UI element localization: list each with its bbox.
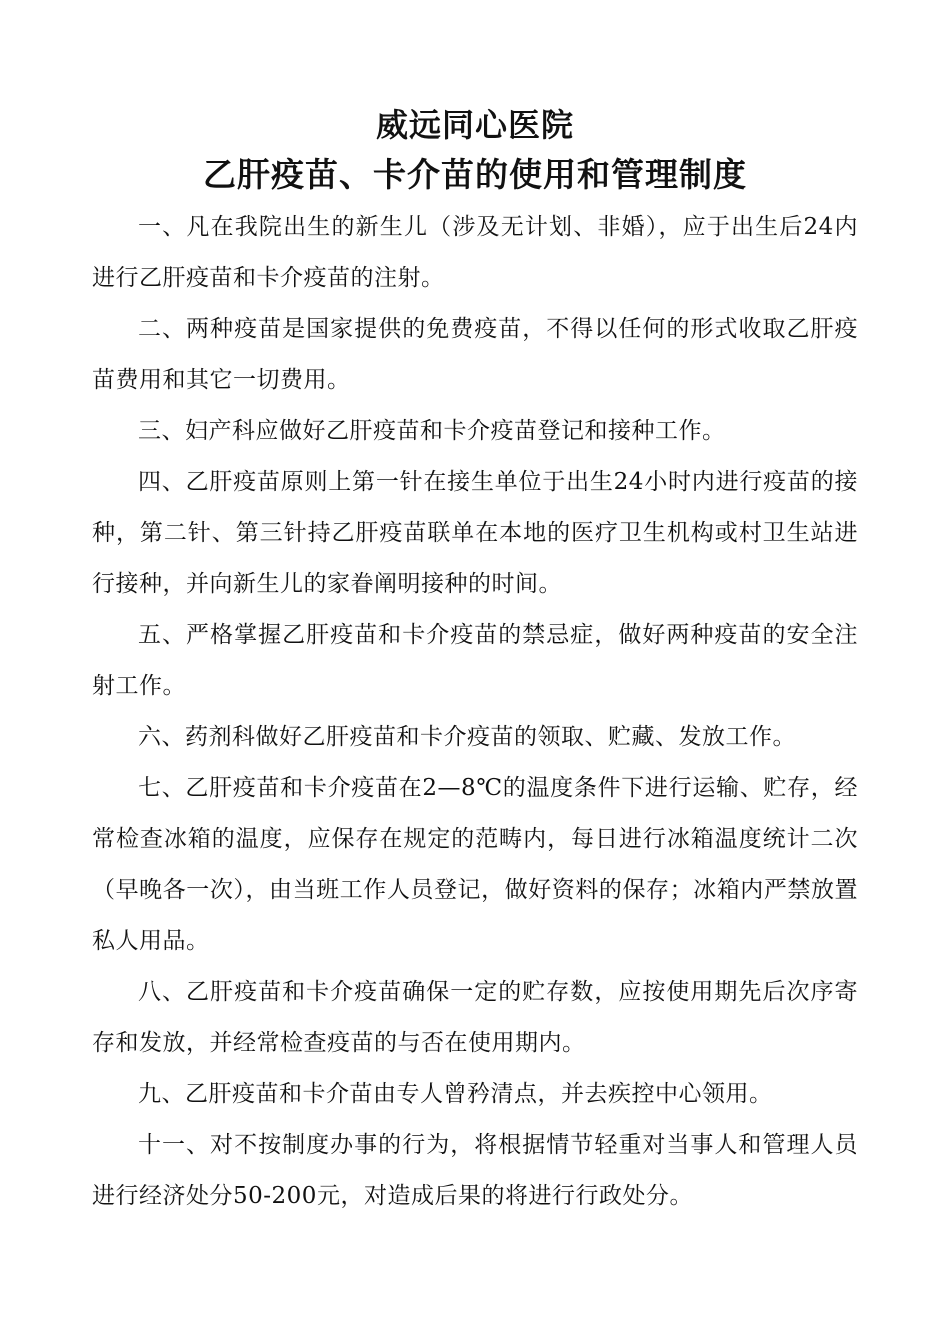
paragraph-3: 三、妇产科应做好乙肝疫苗和卡介疫苗登记和接种工作。 [138, 418, 726, 444]
document-subtitle: 乙肝疫苗、卡介苗的使用和管理制度 [203, 155, 747, 194]
paragraph-8: 八、乙肝疫苗和卡介疫苗确保一定的贮存数，应按使用期先后次序寄存和发放，并经常检查疫苗的与否在使用期内。 [92, 979, 858, 1056]
paragraph-11: 十一、对不按制度办事的行为，将根据情节轻重对当事人和管理人员进行经济处分50-200元，对造成后果的将进行行政处分。 [92, 1132, 858, 1209]
document-page [92, 100, 858, 1222]
paragraph-1: 一、凡在我院出生的新生儿（涉及无计划、非婚），应于出生后24内进行乙肝疫苗和卡介疫苗的注射。 [92, 214, 858, 291]
paragraph-2: 二、两种疫苗是国家提供的免费疫苗，不得以任何的形式收取乙肝疫苗费用和其它一切费用。 [92, 316, 858, 393]
hospital-title: 威远同心医院 [375, 106, 574, 144]
paragraph-6: 六、药剂科做好乙肝疫苗和卡介疫苗的领取、贮藏、发放工作。 [138, 724, 796, 750]
paragraph-7: 七、乙肝疫苗和卡介疫苗在2—8℃的温度条件下进行运输、贮存，经常检查冰箱的温度，应保存在规定的范畴内，每日进行冰箱温度统计二次（早晚各一次），由当班工作人员登记，做好资料的保存；冰箱内严禁放置私人用品。 [92, 775, 858, 954]
paragraph-5: 五、严格掌握乙肝疫苗和卡介疫苗的禁忌症，做好两种疫苗的安全注射工作。 [92, 622, 858, 699]
paragraph-4: 四、乙肝疫苗原则上第一针在接生单位于出生24小时内进行疫苗的接种，第二针、第三针持乙肝疫苗联单在本地的医疗卫生机构或村卫生站进行接种，并向新生儿的家眷阐明接种的时间。 [92, 469, 858, 597]
paragraph-9: 九、乙肝疫苗和卡介苗由专人曾矜清点，并去疾控中心领用。 [138, 1081, 773, 1107]
